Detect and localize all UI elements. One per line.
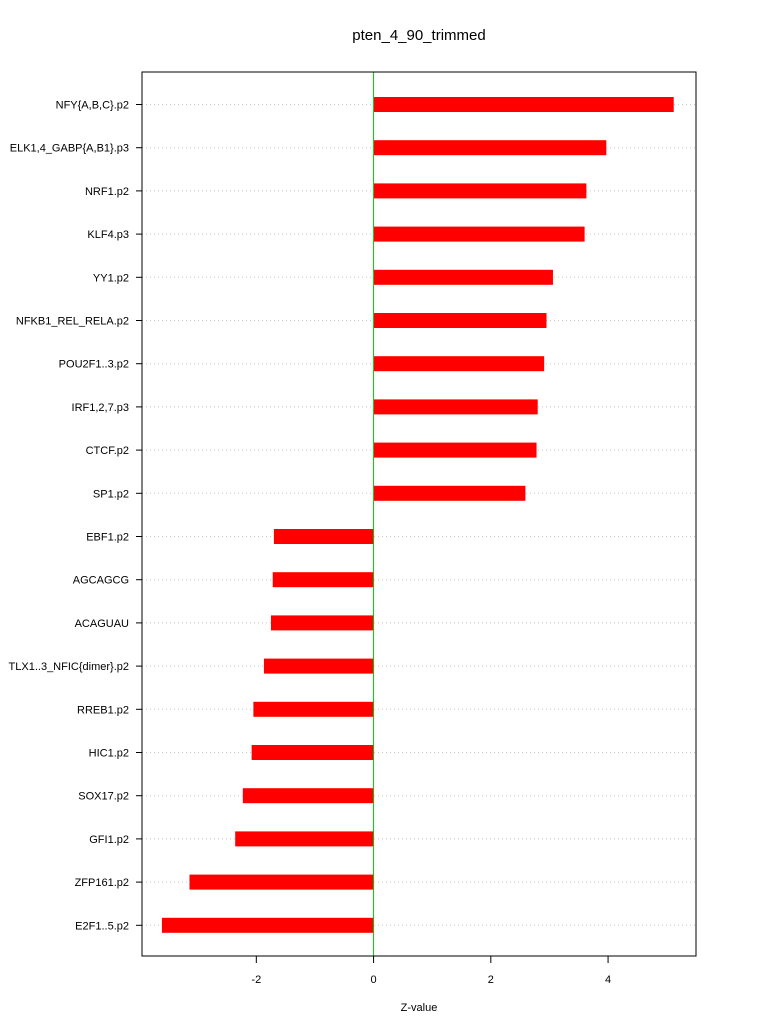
category-label: NFY{A,B,C}.p2	[55, 99, 129, 112]
bar	[374, 399, 538, 414]
category-label: NFKB1_REL_RELA.p2	[15, 315, 129, 328]
x-tick-label: -2	[251, 974, 262, 986]
category-label: IRF1,2,7.p3	[71, 401, 129, 414]
bars	[162, 97, 674, 933]
bar	[162, 918, 374, 933]
category-label: YY1.p2	[92, 272, 129, 285]
chart-title: pten_4_90_trimmed	[352, 27, 486, 44]
bar	[264, 659, 374, 674]
category-label: SOX17.p2	[78, 790, 129, 803]
x-tick-label: 4	[605, 974, 612, 986]
bar	[374, 97, 674, 112]
category-label: TLX1..3_NFIC{dimer}.p2	[8, 661, 129, 674]
category-label: ZFP161.p2	[74, 877, 129, 890]
bar	[374, 140, 607, 155]
category-label: NRF1.p2	[84, 185, 129, 198]
category-label: GFI1.p2	[89, 833, 129, 846]
bar	[252, 745, 374, 760]
bar	[374, 486, 526, 501]
category-label: ELK1,4_GABP{A,B1}.p3	[9, 142, 129, 155]
plot-frame	[142, 72, 696, 956]
bar	[274, 529, 374, 544]
bar	[235, 831, 373, 846]
x-axis	[251, 956, 611, 986]
category-label: EBF1.p2	[86, 531, 129, 544]
x-tick-label: 0	[370, 974, 377, 986]
category-label: AGCAGCG	[72, 574, 129, 587]
category-label: CTCF.p2	[85, 445, 129, 458]
category-label: HIC1.p2	[88, 747, 129, 760]
category-label: ACAGUAU	[74, 617, 129, 630]
category-label: POU2F1..3.p2	[58, 358, 129, 371]
bar	[374, 270, 553, 285]
category-label: RREB1.p2	[77, 704, 129, 717]
bar	[374, 356, 545, 371]
bar	[374, 313, 547, 328]
bar	[374, 443, 537, 458]
x-axis-title: Z-value	[400, 1002, 438, 1014]
bar	[374, 183, 587, 198]
category-label: SP1.p2	[92, 488, 129, 501]
bar	[189, 875, 373, 890]
bar	[253, 702, 373, 717]
bar	[243, 788, 374, 803]
bar	[273, 572, 374, 587]
bar	[374, 227, 585, 242]
category-label: E2F1..5.p2	[75, 920, 129, 933]
x-tick-label: 2	[487, 974, 494, 986]
category-labels	[9, 100, 142, 933]
category-label: KLF4.p3	[87, 229, 129, 242]
bar	[271, 615, 374, 630]
